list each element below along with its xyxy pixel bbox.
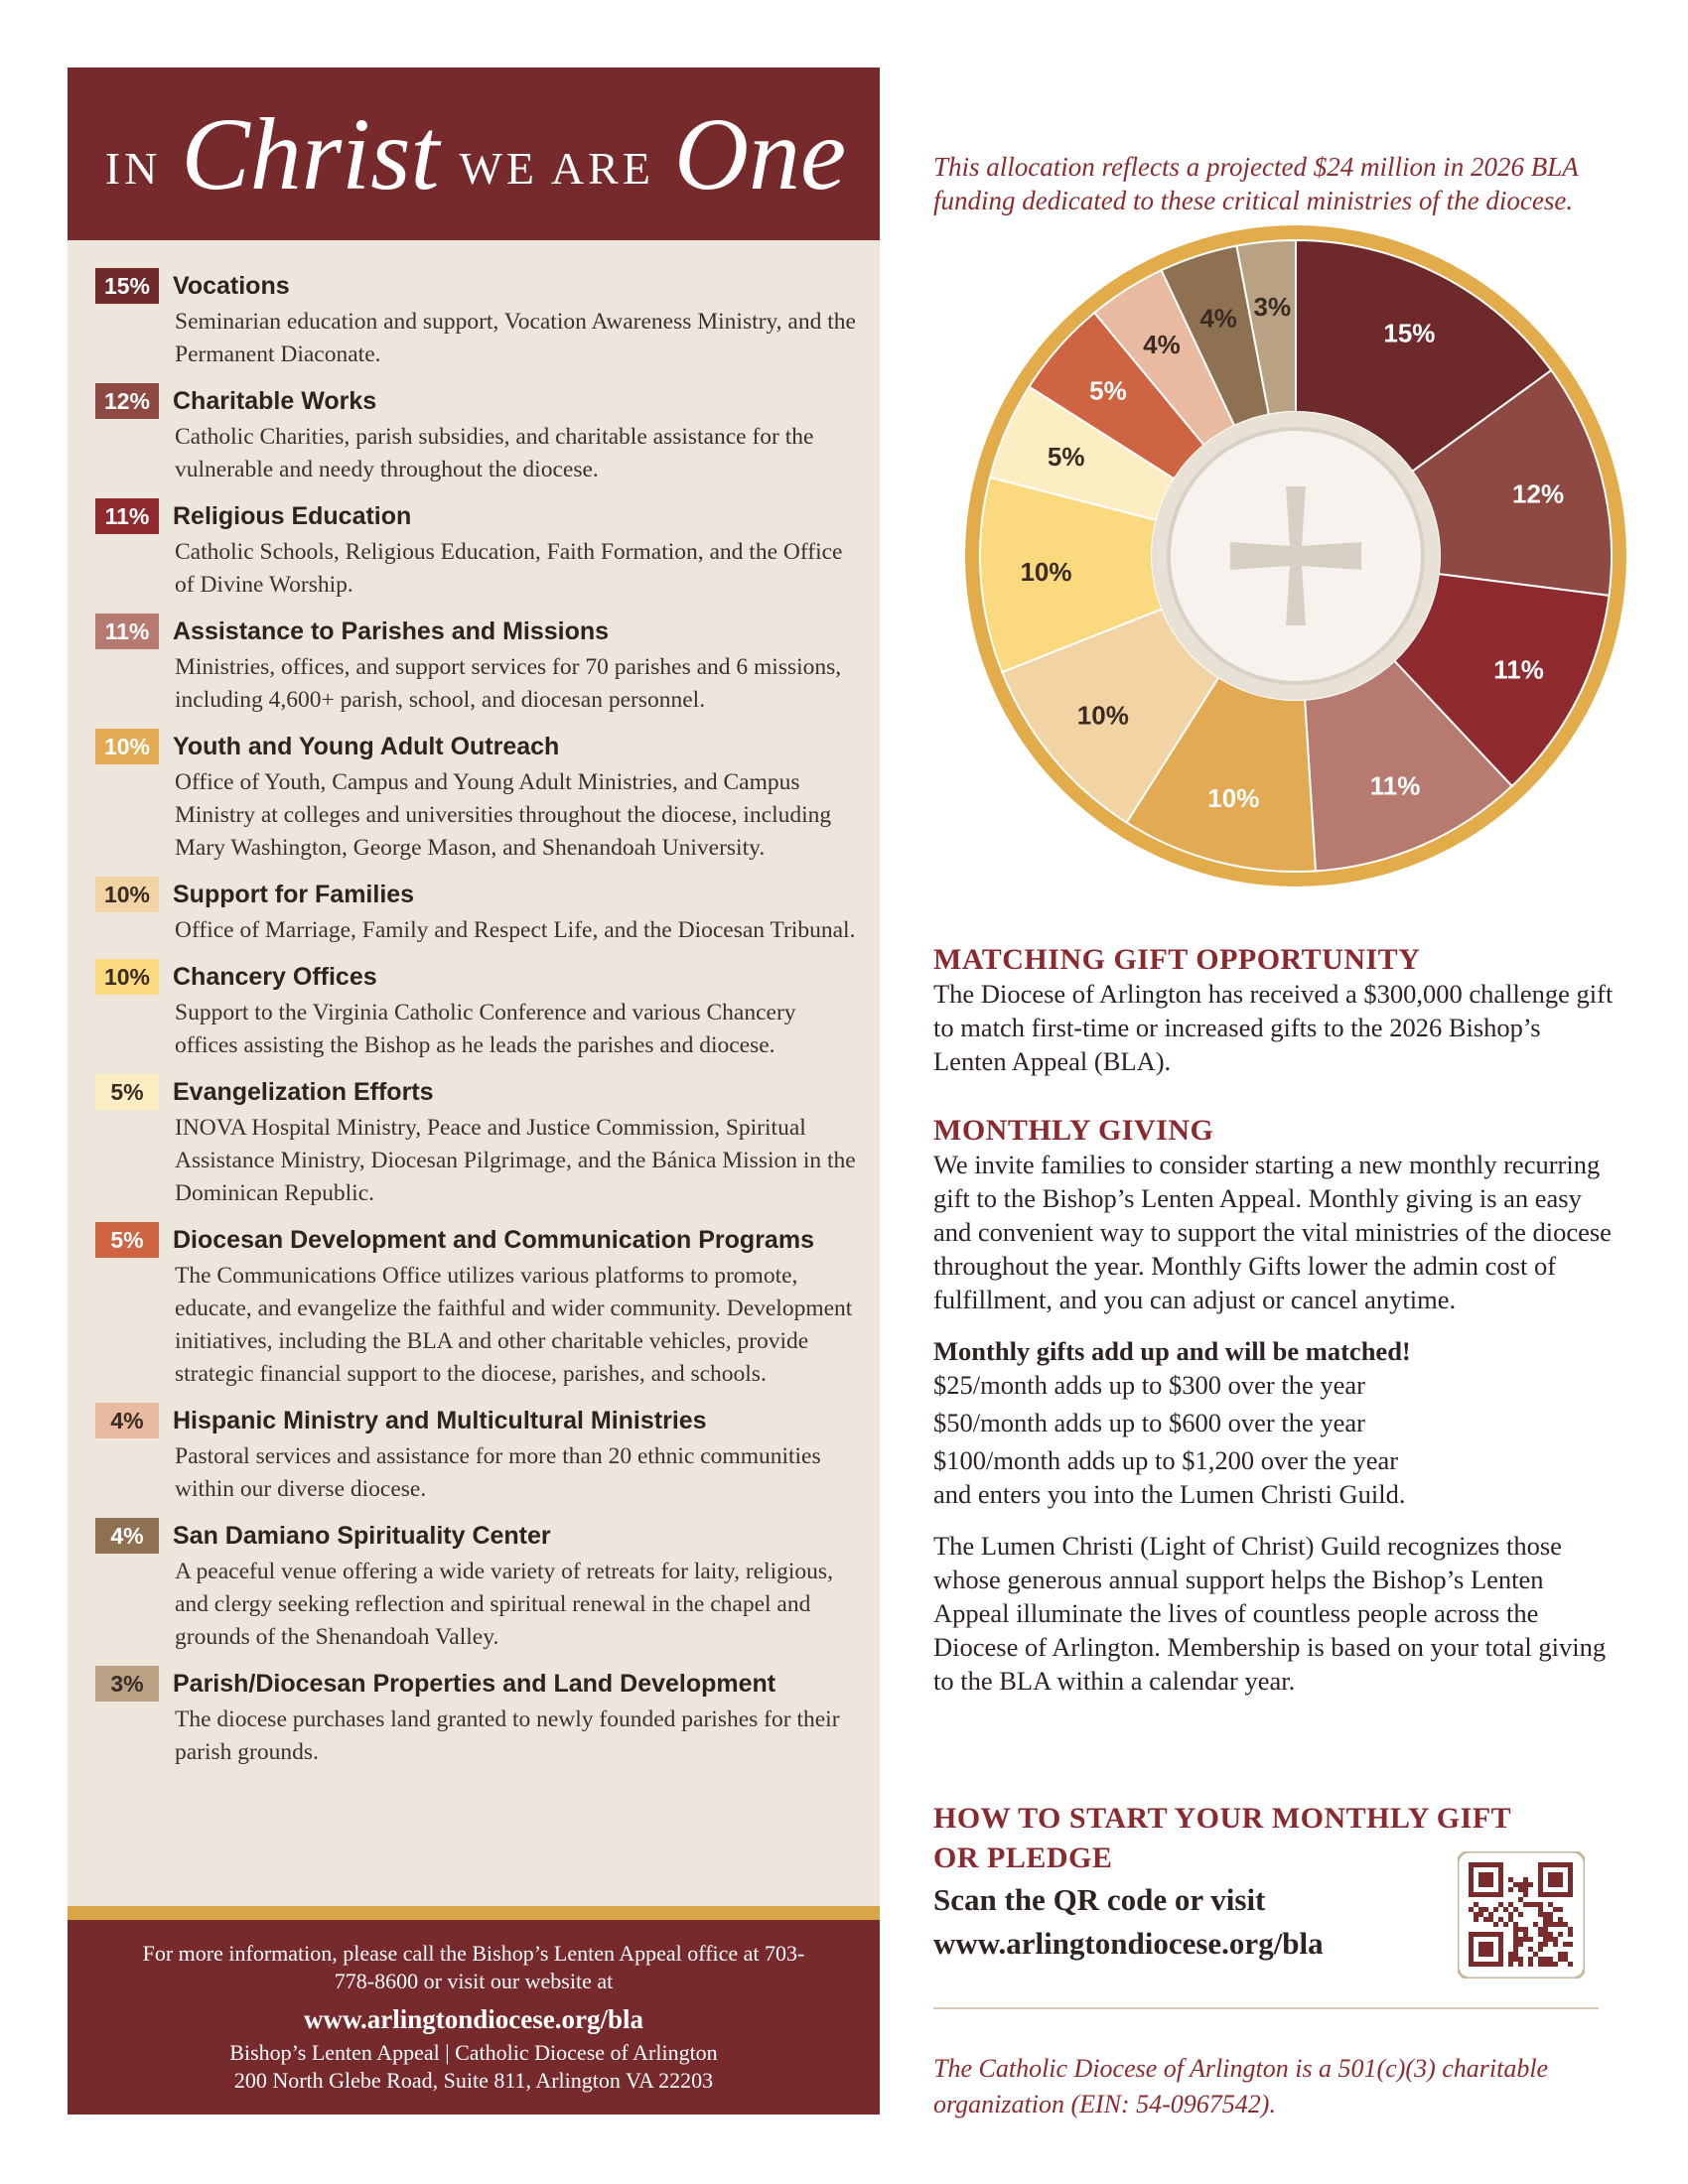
category-item bbox=[95, 1664, 860, 1769]
percent-badge: 15% bbox=[95, 268, 159, 304]
category-description: A peaceful venue offering a wide variety of retreats for laity, religious, and clergy seeking reflection and spiritual renewal in the chapel and grounds of the Shenandoah Valley. bbox=[175, 1559, 833, 1650]
category-header bbox=[95, 1664, 860, 1704]
category-header bbox=[95, 612, 860, 651]
category-header bbox=[95, 1072, 860, 1112]
category-item bbox=[95, 957, 860, 1062]
allocation-panel bbox=[68, 68, 880, 2115]
percent-badge: 10% bbox=[95, 877, 159, 912]
nonprofit-statement: The Catholic Diocese of Arlington is a 501(c)(3) charitable organization (EIN: 54-0967542). bbox=[933, 2054, 1549, 2118]
category-description: Office of Marriage, Family and Respect Life, and the Diocesan Tribunal. bbox=[175, 917, 856, 943]
footer-gold-stripe bbox=[68, 1906, 880, 1920]
matching-gift-section bbox=[933, 943, 1618, 1078]
category-item bbox=[95, 381, 860, 486]
percent-badge: 4% bbox=[95, 1518, 159, 1554]
category-header bbox=[95, 957, 860, 997]
category-header bbox=[95, 266, 860, 306]
pie-slice-label: 3% bbox=[1253, 292, 1292, 323]
percent-badge: 3% bbox=[95, 1666, 159, 1702]
banner-word-we-are: WE ARE bbox=[459, 142, 654, 194]
category-item bbox=[95, 1072, 860, 1210]
category-header bbox=[95, 1516, 860, 1556]
category-description: Pastoral services and assistance for more than 20 ethnic communities within our diverse diocese. bbox=[175, 1443, 821, 1502]
category-title: Parish/Diocesan Properties and Land Development bbox=[173, 1669, 776, 1698]
category-title: Vocations bbox=[173, 271, 290, 300]
monthly-heading: MONTHLY GIVING bbox=[933, 1114, 1214, 1147]
pie-slice-label: 15% bbox=[1383, 318, 1436, 348]
footer-address: 200 North Glebe Road, Suite 811, Arlington VA 22203 bbox=[233, 2068, 714, 2093]
campaign-banner bbox=[68, 68, 880, 240]
category-item bbox=[95, 612, 860, 717]
category-header bbox=[95, 1220, 860, 1260]
category-title: Youth and Young Adult Outreach bbox=[173, 732, 560, 760]
category-item bbox=[95, 496, 860, 602]
pie-slice-label: 10% bbox=[1076, 700, 1129, 731]
pie-slice-label: 5% bbox=[1047, 441, 1085, 472]
category-header bbox=[95, 727, 860, 766]
monthly-tier-50: $50/month adds up to $600 over the year bbox=[933, 1408, 1365, 1437]
banner-word-in: IN bbox=[104, 142, 162, 194]
footer-org-line: Bishop’s Lenten Appeal | Catholic Diocese of Arlington bbox=[229, 2040, 718, 2065]
category-header bbox=[95, 381, 860, 421]
monthly-giving-section bbox=[933, 1114, 1618, 1698]
category-title: Chancery Offices bbox=[173, 962, 377, 991]
category-item bbox=[95, 266, 860, 371]
category-title: Support for Families bbox=[173, 880, 415, 908]
monthly-tier-25: $25/month adds up to $300 over the year bbox=[933, 1370, 1365, 1400]
category-header bbox=[95, 1401, 860, 1440]
pie-slice-label: 10% bbox=[1207, 783, 1260, 814]
pie-slice-label: 11% bbox=[1369, 770, 1421, 801]
matching-body: The Diocese of Arlington has received a $300,000 challenge gift to match first-time or increased gifts to the 2026 Bishop’s Lenten Appeal (BLA). bbox=[933, 979, 1614, 1076]
qr-code-icon[interactable] bbox=[1458, 1851, 1585, 1979]
ministry-category-list bbox=[95, 266, 860, 1779]
category-header bbox=[95, 875, 860, 914]
percent-badge: 10% bbox=[95, 959, 159, 995]
category-item bbox=[95, 1220, 860, 1391]
category-description: Support to the Virginia Catholic Conference and various Chancery offices assisting the Bishop as he leads the parishes and diocese. bbox=[175, 1000, 796, 1058]
banner-word-christ: Christ bbox=[181, 96, 440, 211]
section-divider bbox=[933, 2007, 1599, 2009]
percent-badge: 5% bbox=[95, 1222, 159, 1258]
category-item bbox=[95, 727, 860, 865]
category-title: Charitable Works bbox=[173, 386, 377, 415]
category-description: Catholic Charities, parish subsidies, and charitable assistance for the vulnerable and needy throughout the diocese. bbox=[175, 424, 814, 482]
category-description: Office of Youth, Campus and Young Adult Ministries, and Campus Ministry at colleges and universities throughout the diocese, including Mary Washington, George Mason, and Shenandoah University. bbox=[175, 769, 832, 861]
category-title: Diocesan Development and Communication Programs bbox=[173, 1225, 814, 1254]
percent-badge: 11% bbox=[95, 498, 159, 534]
pie-slice-label: 11% bbox=[1493, 654, 1544, 685]
matching-heading: MATCHING GIFT OPPORTUNITY bbox=[933, 943, 1421, 976]
monthly-guild-entry: and enters you into the Lumen Christi Guild. bbox=[933, 1479, 1406, 1509]
footer-info: For more information, please call the Bishop’s Lenten Appeal office at 703-778-8600 or visit our website at bbox=[142, 1941, 805, 1993]
allocation-note: This allocation reflects a projected $24 million in 2026 BLA funding dedicated to these critical ministries of the diocese. bbox=[933, 152, 1579, 215]
category-description: Seminarian education and support, Vocation Awareness Ministry, and the Permanent Diaconate. bbox=[175, 309, 856, 367]
category-description: The Communications Office utilizes various platforms to promote, educate, and evangelize the faithful and wider community. Development initiatives, including the BLA and other charitable vehicles, provide strategic financial support to the diocese, parishes, and schools. bbox=[175, 1263, 853, 1387]
category-title: Assistance to Parishes and Missions bbox=[173, 616, 610, 645]
percent-badge: 5% bbox=[95, 1074, 159, 1110]
guild-description: The Lumen Christi (Light of Christ) Guild recognizes those whose generous annual support helps the Bishop’s Lenten Appeal illuminate the lives of countless people across the Diocese of Arlington. Membership is based on your total giving to the BLA within a calendar year. bbox=[933, 1531, 1607, 1696]
banner-word-one: One bbox=[673, 96, 847, 211]
monthly-body: We invite families to consider starting a new monthly recurring gift to the Bishop’s Lenten Appeal. Monthly giving is an easy and convenient way to support the vital ministries of the diocese throughout the year. Monthly Gifts lower the admin cost of fulfillment, and you can adjust or cancel anytime. bbox=[933, 1150, 1612, 1314]
pie-slice-label: 5% bbox=[1089, 375, 1127, 406]
percent-badge: 10% bbox=[95, 729, 159, 764]
category-header bbox=[95, 496, 860, 536]
percent-badge: 4% bbox=[95, 1403, 159, 1438]
allocation-donut-chart bbox=[963, 223, 1628, 888]
pie-slice-label: 12% bbox=[1512, 478, 1565, 509]
category-description: Catholic Schools, Religious Education, Faith Formation, and the Office of Divine Worship. bbox=[175, 539, 843, 598]
percent-badge: 12% bbox=[95, 383, 159, 419]
category-item bbox=[95, 875, 860, 947]
category-item bbox=[95, 1516, 860, 1654]
category-title: Religious Education bbox=[173, 501, 412, 530]
footer-website-link[interactable]: www.arlingtondiocese.org/bla bbox=[304, 2004, 643, 2034]
pie-slice-label: 4% bbox=[1143, 330, 1181, 360]
howto-heading-line2: OR PLEDGE bbox=[933, 1842, 1113, 1874]
category-title: Hispanic Ministry and Multicultural Ministries bbox=[173, 1406, 707, 1434]
monthly-tier-100: $100/month adds up to $1,200 over the year bbox=[933, 1445, 1399, 1475]
pie-slice-label: 10% bbox=[1020, 556, 1072, 587]
percent-badge: 11% bbox=[95, 614, 159, 649]
category-title: San Damiano Spirituality Center bbox=[173, 1521, 551, 1550]
contact-footer bbox=[68, 1920, 880, 2115]
howto-website-link[interactable]: www.arlingtondiocese.org/bla bbox=[933, 1926, 1324, 1961]
howto-heading-line1: HOW TO START YOUR MONTHLY GIFT bbox=[933, 1802, 1512, 1835]
scan-instruction: Scan the QR code or visit bbox=[933, 1882, 1266, 1917]
category-title: Evangelization Efforts bbox=[173, 1077, 434, 1106]
monthly-matched-line: Monthly gifts add up and will be matched! bbox=[933, 1336, 1411, 1366]
pie-slice-label: 4% bbox=[1199, 303, 1237, 334]
category-description: Ministries, offices, and support services for 70 parishes and 6 missions, including 4,600+ parish, school, and diocesan personnel. bbox=[175, 654, 842, 713]
category-description: INOVA Hospital Ministry, Peace and Justice Commission, Spiritual Assistance Ministry, Diocesan Pilgrimage, and the Bánica Mission in the Dominican Republic. bbox=[175, 1115, 856, 1206]
category-description: The diocese purchases land granted to newly founded parishes for their parish grounds. bbox=[175, 1706, 840, 1765]
category-item bbox=[95, 1401, 860, 1506]
